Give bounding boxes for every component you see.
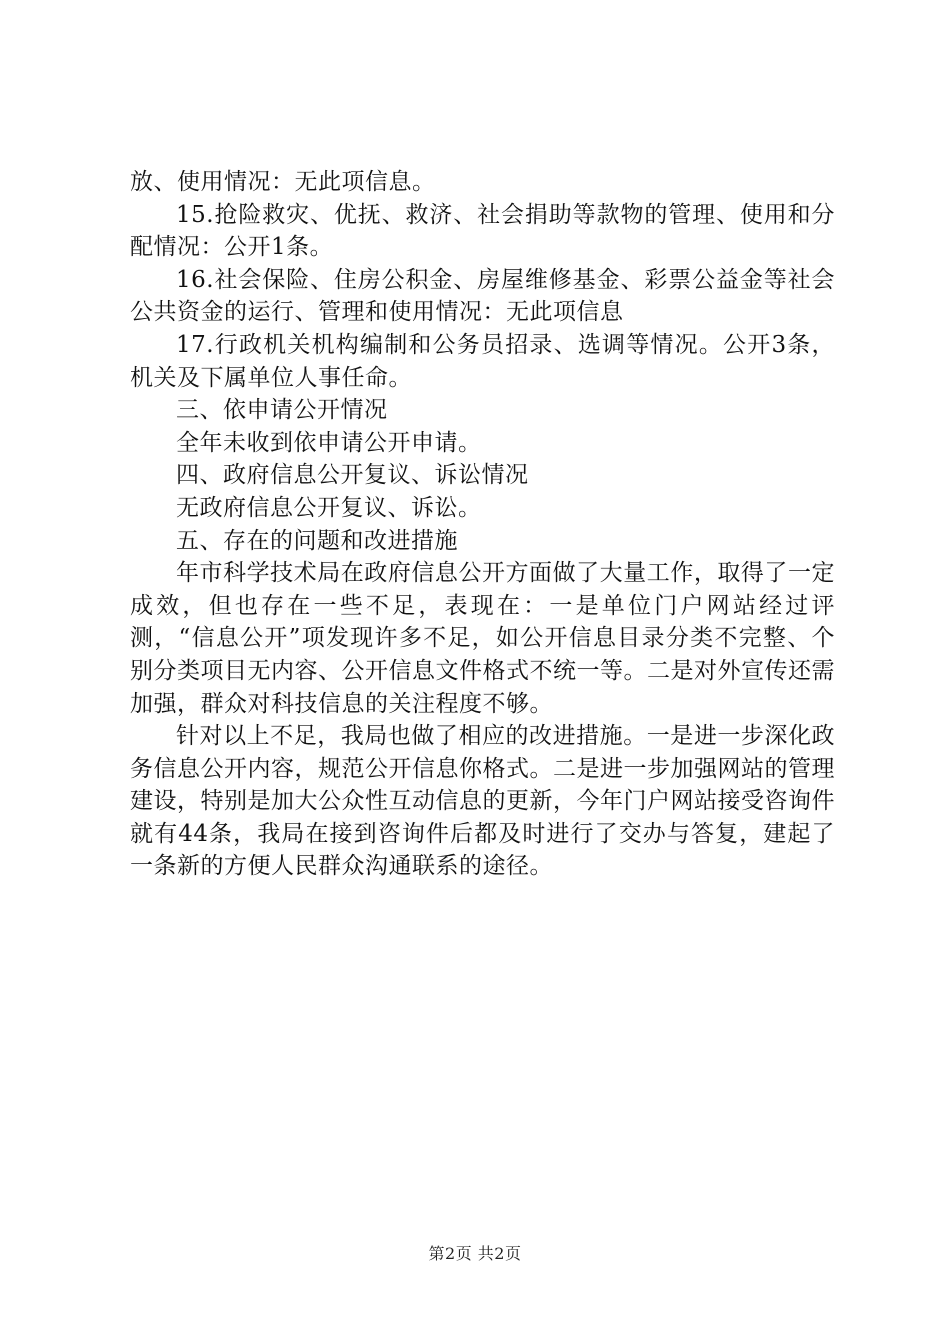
- paragraph-11: 针对以上不足，我局也做了相应的改进措施。一是进一步深化政务信息公开内容，规范公开信息你格式。二是进一步加强网站的管理建设，特别是加大公众性互动信息的更新，今年门户网站接受咨询件就有44条，我局在接到咨询件后都及时进行了交办与答复，建起了一条新的方便人民群众沟通联系的途径。: [130, 723, 835, 880]
- paragraph-3: 16.社会保险、住房公积金、房屋维修基金、彩票公益金等社会公共资金的运行、管理和使用情况：无此项信息: [130, 266, 835, 326]
- section-heading-5: 五、存在的问题和改进措施: [176, 527, 458, 554]
- document-body: [130, 166, 835, 883]
- paragraph-6: 全年未收到依申请公开申请。: [176, 429, 482, 456]
- page-number: 第2页 共2页: [428, 1244, 522, 1263]
- paragraph-2: 15.抢险救灾、优抚、救济、社会捐助等款物的管理、使用和分配情况：公开1条。: [130, 201, 835, 261]
- section-heading-4: 四、政府信息公开复议、诉讼情况: [176, 462, 529, 489]
- section-heading-3: 三、依申请公开情况: [176, 397, 388, 424]
- page-footer: [0, 1244, 950, 1264]
- paragraph-10: 年市科学技术局在政府信息公开方面做了大量工作，取得了一定成效，但也存在一些不足，表现在：一是单位门户网站经过评测，“信息公开”项发现许多不足，如公开信息目录分类不完整、个别分类项目无内容、公开信息文件格式不统一等。二是对外宣传还需加强，群众对科技信息的关注程度不够。: [130, 560, 835, 717]
- paragraph-8: 无政府信息公开复议、诉讼。: [176, 494, 482, 521]
- paragraph-1: 放、使用情况：无此项信息。: [130, 169, 436, 195]
- paragraph-4: 17.行政机关机构编制和公务员招录、选调等情况。公开3条，机关及下属单位人事任命。: [130, 331, 835, 391]
